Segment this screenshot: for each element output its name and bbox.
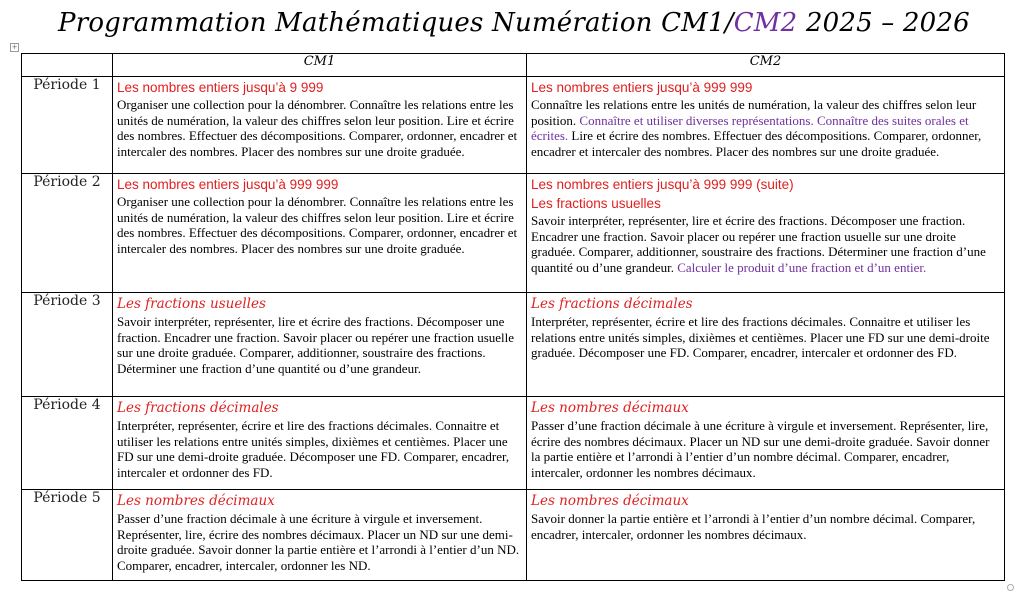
body-text-purple: Connaître et utiliser diverses représentations. Connaître des suites orales et écrites. (531, 112, 969, 144)
cell-body: Organiser une collection pour la dénombrer. Connaître les relations entre les unités de numération, la valeur des chiffres selon leur position. Lire et écrire des nombres. Effectuer des décompositions. Comparer, ordonner, encadrer et intercaler des nombres. Placer des nombres sur une droite graduée. (117, 97, 518, 159)
cell-heading: Les nombres entiers jusqu’à 999 999 (suite) (531, 177, 794, 192)
period-label: Période 5 (22, 490, 113, 581)
cell-body: Interpréter, représenter, écrire et lire des fractions décimales. Connaitre et utiliser les relations entre unités simples, dixièmes et centièmes. Placer une FD sur une demi-droite graduée. Décomposer une FD. Comparer, encadrer, intercaler et ordonner des FD. (531, 314, 990, 361)
cell-heading-2: Les fractions usuelles (531, 196, 661, 211)
cell-cm2 (527, 397, 1005, 490)
cell-body: Interpréter, représenter, écrire et lire des fractions décimales. Connaitre et utiliser les relations entre unités simples, dixièmes et centièmes. Placer une FD sur une demi-droite graduée. Décomposer une FD. Comparer, encadrer, intercaler et ordonner des FD. (117, 418, 510, 480)
cell-cm1 (113, 77, 527, 174)
header-empty-cell (22, 54, 113, 77)
period-label: Période 2 (22, 174, 113, 293)
cell-body: Passer d’une fraction décimale à une écriture à virgule et inversement. Représenter, lire, écrire des nombres décimaux. Placer un ND sur une demi-droite graduée. Savoir donner la partie entière et l’arrondi à l’entier d’un nombre décimal. Comparer, encadrer, intercaler, ordonner les nombres décimaux. (531, 418, 990, 480)
table-row-periode-4 (22, 397, 1005, 490)
cell-heading: Les nombres entiers jusqu’à 9 999 (117, 80, 324, 95)
cell-cm1 (113, 397, 527, 490)
cell-heading: Les nombres entiers jusqu’à 999 999 (531, 80, 753, 95)
cell-heading: Les fractions décimales (117, 400, 279, 416)
body-text: Savoir interpréter, représenter, lire et écrire des fractions. Décomposer une fraction. Encadrer une fraction. Savoir placer ou repérer une fraction usuelle sur une droite graduée. Comparer, additionner, soustraire des fractions. Déterminer une fraction d’une quantité ou d’une grandeur. (531, 213, 986, 275)
cell-body (531, 213, 1000, 275)
cell-cm1 (113, 293, 527, 397)
table-row-periode-5 (22, 490, 1005, 581)
cell-cm1 (113, 490, 527, 581)
title-cm2: CM2 (733, 8, 798, 38)
title-suffix: 2025 – 2026 (797, 8, 970, 38)
cell-cm1 (113, 174, 527, 293)
period-label: Période 4 (22, 397, 113, 490)
table-move-handle-icon[interactable]: + (11, 43, 18, 51)
table-row-periode-3 (22, 293, 1005, 397)
table-resize-handle[interactable] (1007, 584, 1014, 591)
header-cm2: CM2 (527, 54, 1005, 77)
cell-body (531, 97, 1000, 159)
header-cm1: CM1 (113, 54, 527, 77)
body-text-purple: Calculer le produit d’une fraction et d’un entier. (677, 259, 927, 275)
cell-heading: Les nombres entiers jusqu’à 999 999 (117, 177, 339, 192)
table-row-periode-2 (22, 174, 1005, 293)
cell-cm2 (527, 77, 1005, 174)
cell-heading: Les nombres décimaux (117, 493, 275, 509)
cell-heading: Les fractions décimales (531, 296, 693, 312)
cell-cm2 (527, 490, 1005, 581)
title-prefix: Programmation Mathématiques Numération CM1/ (58, 8, 734, 38)
header-row (22, 54, 1005, 77)
period-label: Période 3 (22, 293, 113, 397)
cell-heading: Les nombres décimaux (531, 493, 689, 509)
cell-heading: Les fractions usuelles (117, 296, 266, 312)
cell-body: Savoir donner la partie entière et l’arrondi à l’entier d’un nombre décimal. Comparer, encadrer, intercaler, ordonner les nombres décimaux. (531, 511, 976, 542)
page-title (58, 8, 970, 38)
period-label: Période 1 (22, 77, 113, 174)
body-text: Lire et écrire des nombres. Effectuer des décompositions. Comparer, ordonner, encadrer et intercaler des nombres. Placer des nombres sur une droite graduée. (531, 128, 982, 159)
body-text: Connaître les relations entre les unités de numération, la valeur des chiffres selon leur position. (531, 97, 977, 128)
programmation-table (21, 53, 1005, 581)
cell-body: Savoir interpréter, représenter, lire et écrire des fractions. Décomposer une fraction. Encadrer une fraction. Savoir placer ou repérer une fraction usuelle sur une droite graduée. Comparer, additionner, soustraire des fractions. Déterminer une fraction d’une quantité ou d’une grandeur. (117, 314, 515, 376)
table-row-periode-1 (22, 77, 1005, 174)
cell-cm2 (527, 174, 1005, 293)
cell-heading: Les nombres décimaux (531, 400, 689, 416)
cell-cm2 (527, 293, 1005, 397)
cell-body: Passer d’une fraction décimale à une écriture à virgule et inversement. Représenter, lire, écrire des nombres décimaux. Placer un ND sur une demi-droite graduée. Savoir donner la partie entière et l’arrondi à l’entier d’un ND. Comparer, encadrer, intercaler, ordonner les ND. (117, 511, 520, 573)
cell-body: Organiser une collection pour la dénombrer. Connaître les relations entre les unités de numération, la valeur des chiffres selon leur position. Lire et écrire des nombres. Effectuer des décompositions. Comparer, ordonner, encadrer et intercaler des nombres. Placer des nombres sur une droite graduée. (117, 194, 518, 256)
